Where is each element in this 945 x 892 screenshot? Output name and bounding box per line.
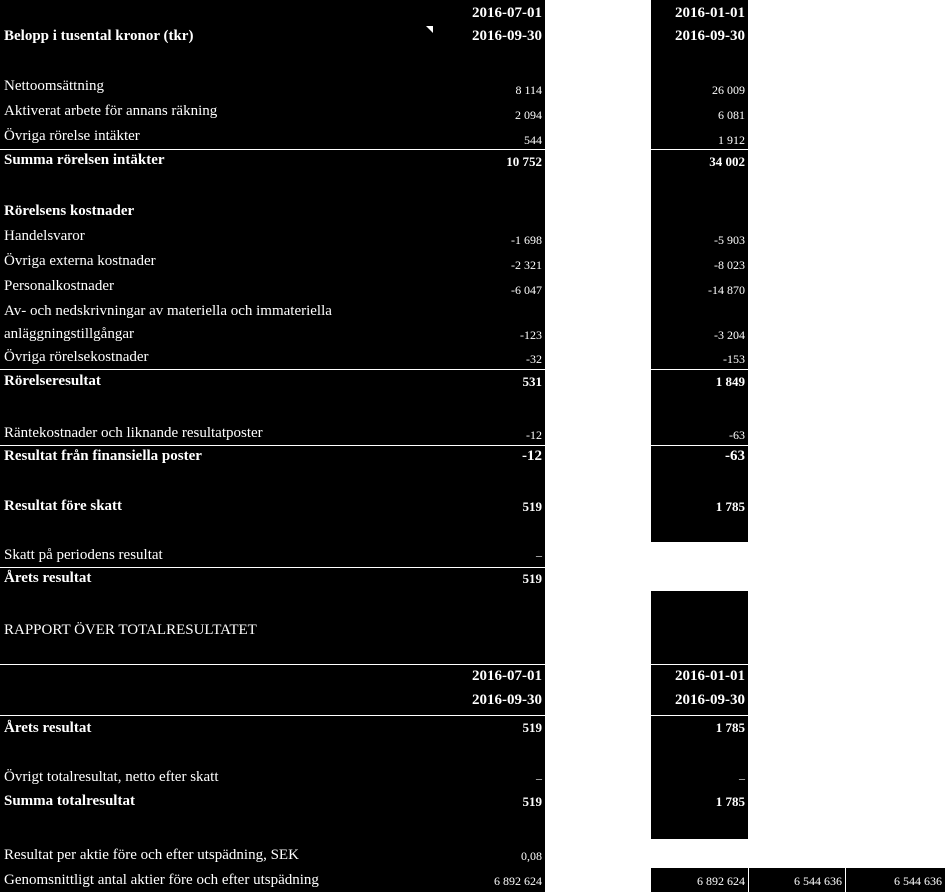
eps-label: Resultat per aktie före och efter utspädning, SEK bbox=[4, 847, 299, 863]
row-value-col1: 2 094 bbox=[515, 108, 542, 122]
row-label: Övriga externa kostnader bbox=[4, 253, 156, 269]
row-value-col2: -63 bbox=[729, 428, 745, 442]
row-label: Av- och nedskrivningar av materiella och immateriella bbox=[4, 303, 332, 319]
row-label: Övriga rörelse intäkter bbox=[4, 128, 140, 144]
divider-finance-total-right bbox=[651, 445, 748, 446]
report-sum-value-col2: 1 785 bbox=[715, 794, 745, 809]
row-label: Nettoomsättning bbox=[4, 78, 104, 94]
total-value-col2: 1 849 bbox=[715, 374, 745, 389]
divider-report-header-right bbox=[651, 664, 748, 665]
total-value-col2: 34 002 bbox=[709, 154, 745, 169]
shares-label: Genomsnittligt antal aktier före och efter utspädning bbox=[4, 872, 319, 888]
report-col1-header-start: 2016-07-01 bbox=[472, 668, 542, 684]
row-label: Personalkostnader bbox=[4, 278, 114, 294]
report-sum-label: Summa totalresultat bbox=[4, 793, 135, 809]
divider-report-year bbox=[0, 715, 545, 716]
row-value-col2: -14 870 bbox=[708, 283, 745, 297]
total-value-col1: 10 752 bbox=[506, 154, 542, 169]
table-title: Belopp i tusental kronor (tkr) bbox=[4, 28, 194, 44]
total-label: Resultat från finansiella poster bbox=[4, 448, 202, 464]
row-value-col1: 8 114 bbox=[515, 83, 542, 97]
cell-comment-marker-icon bbox=[426, 26, 433, 33]
report-year-value-col1: 519 bbox=[522, 720, 542, 735]
col2-header-end: 2016-09-30 bbox=[675, 28, 745, 44]
shares-value-col4: 6 544 636 bbox=[894, 874, 942, 888]
divider-operating-result-right bbox=[651, 369, 748, 370]
row-value-col2: 26 009 bbox=[712, 83, 745, 97]
report-other-value-col1: – bbox=[536, 771, 542, 785]
shares-value-col2: 6 892 624 bbox=[697, 874, 745, 888]
report-sum-value-col1: 519 bbox=[522, 794, 542, 809]
row-value-col1: -1 698 bbox=[511, 233, 542, 247]
tax-value-col1: – bbox=[536, 548, 542, 562]
pretax-value-col2: 1 785 bbox=[715, 499, 745, 514]
divider-year-result bbox=[0, 567, 545, 568]
total-value-col2: -63 bbox=[725, 448, 745, 464]
row-label: Räntekostnader och liknande resultatposter bbox=[4, 425, 263, 441]
report-col2-header-start: 2016-01-01 bbox=[675, 668, 745, 684]
row-value-col2: -8 023 bbox=[714, 258, 745, 272]
tax-label: Skatt på periodens resultat bbox=[4, 547, 163, 563]
row-label-continued: anläggningstillgångar bbox=[4, 326, 134, 342]
row-value-col1: -123 bbox=[520, 328, 542, 342]
report-title: RAPPORT ÖVER TOTALRESULTATET bbox=[4, 622, 257, 638]
report-other-value-col2: – bbox=[739, 771, 745, 785]
total-value-col1: 531 bbox=[522, 374, 542, 389]
row-value-col1: -2 321 bbox=[511, 258, 542, 272]
row-value-col2: -153 bbox=[723, 352, 745, 366]
divider-report-header bbox=[0, 664, 545, 665]
row-label: Övriga rörelsekostnader bbox=[4, 349, 149, 365]
row-value-col2: 1 912 bbox=[718, 133, 745, 147]
col2-header-start: 2016-01-01 bbox=[675, 5, 745, 21]
pretax-value-col1: 519 bbox=[522, 499, 542, 514]
eps-value-col1: 0,08 bbox=[521, 849, 542, 863]
divider-operating-result bbox=[0, 369, 545, 370]
shares-value-col1: 6 892 624 bbox=[494, 874, 542, 888]
row-value-col2: 6 081 bbox=[718, 108, 745, 122]
section-heading: Rörelsens kostnader bbox=[4, 203, 135, 219]
divider-finance-total bbox=[0, 445, 545, 446]
report-other-label: Övrigt totalresultat, netto efter skatt bbox=[4, 769, 219, 785]
divider-income-total-right bbox=[651, 149, 748, 150]
divider-report-year-right bbox=[651, 715, 748, 716]
row-value-col1: 544 bbox=[524, 133, 542, 147]
year-result-label: Årets resultat bbox=[4, 570, 92, 586]
shares-value-col3: 6 544 636 bbox=[794, 874, 842, 888]
divider-income-total bbox=[0, 149, 545, 150]
total-label: Summa rörelsen intäkter bbox=[4, 152, 165, 168]
pretax-label: Resultat före skatt bbox=[4, 498, 123, 514]
total-label: Rörelseresultat bbox=[4, 373, 101, 389]
row-value-col1: -12 bbox=[526, 428, 542, 442]
report-col1-header-end: 2016-09-30 bbox=[472, 692, 542, 708]
row-value-col2: -5 903 bbox=[714, 233, 745, 247]
row-label: Aktiverat arbete för annans räkning bbox=[4, 103, 218, 119]
col1-header-end: 2016-09-30 bbox=[472, 28, 542, 44]
year-result-value-col1: 519 bbox=[522, 571, 542, 586]
row-value-col2: -3 204 bbox=[714, 328, 745, 342]
total-value-col1: -12 bbox=[522, 448, 542, 464]
report-year-value-col2: 1 785 bbox=[715, 720, 745, 735]
row-label: Handelsvaror bbox=[4, 228, 85, 244]
report-year-label: Årets resultat bbox=[4, 720, 92, 736]
row-value-col1: -6 047 bbox=[511, 283, 542, 297]
col1-header-start: 2016-07-01 bbox=[472, 5, 542, 21]
report-col2-header-end: 2016-09-30 bbox=[675, 692, 745, 708]
row-value-col1: -32 bbox=[526, 352, 542, 366]
